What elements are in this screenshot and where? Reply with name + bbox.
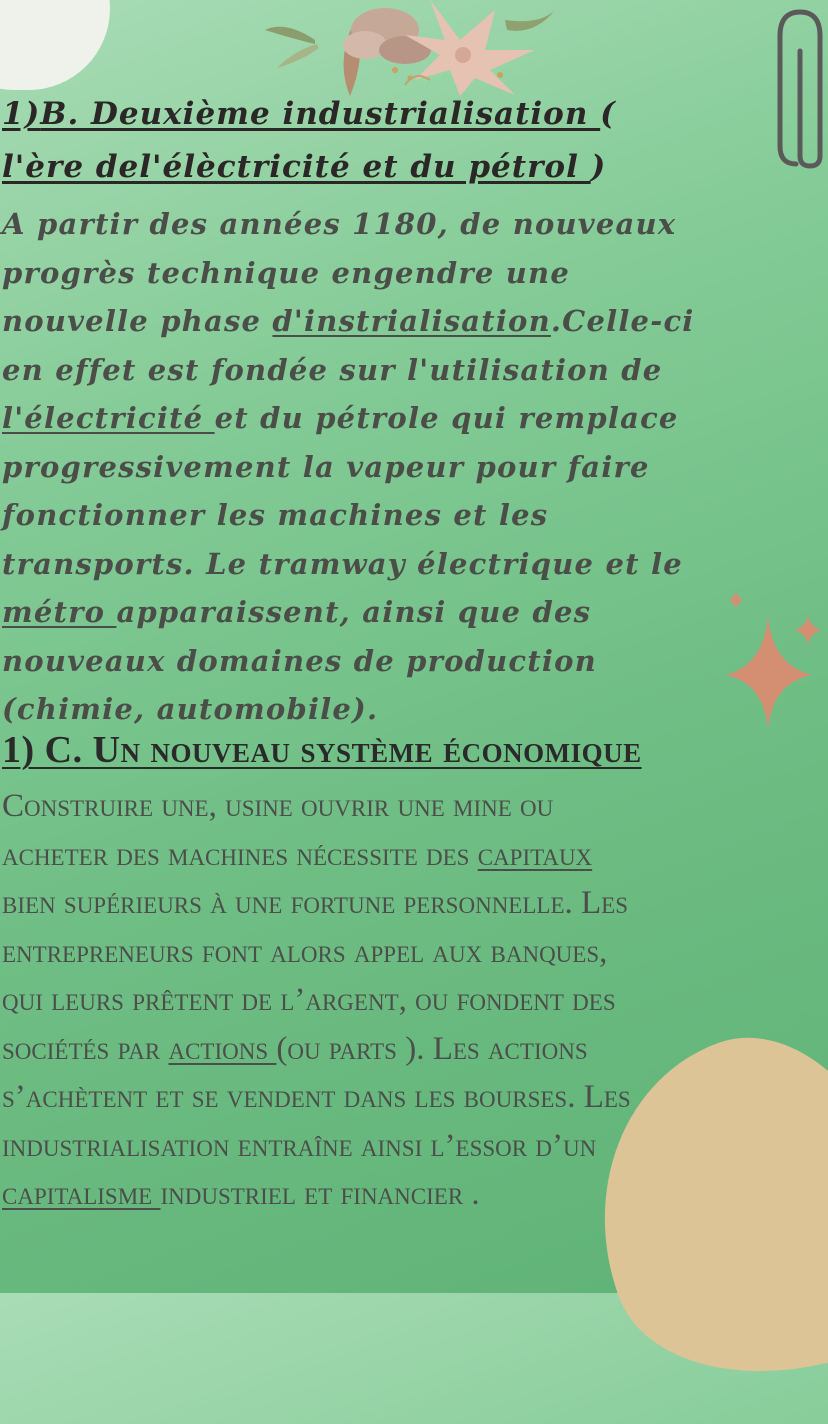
section-b-title-line2 bbox=[2, 149, 822, 185]
text-segment: et du pétrole qui remplace bbox=[214, 401, 679, 435]
key-term-metro: métro bbox=[2, 595, 117, 629]
text-segment: sociétés par bbox=[2, 1030, 169, 1067]
text-segment: .Celle-ci bbox=[550, 304, 695, 338]
paragraph-line: Construire une, usine ouvrir une mine ou bbox=[2, 788, 554, 824]
flower-decoration-icon bbox=[255, 0, 575, 96]
section-c-heading: C. Un nouveau système économique bbox=[34, 729, 642, 771]
text-segment: industriel et financier . bbox=[160, 1176, 480, 1212]
key-term-actions: actions bbox=[168, 1030, 277, 1067]
section-b-paragraph bbox=[2, 200, 828, 734]
paragraph-line bbox=[2, 1170, 828, 1219]
section-c-number: 1) bbox=[2, 729, 35, 771]
section-b-number: 1) bbox=[2, 96, 41, 132]
paragraph-line bbox=[2, 297, 828, 346]
paragraph-line: (chimie, automobile). bbox=[2, 692, 379, 726]
paragraph-line: progrès technique engendre une bbox=[2, 255, 570, 290]
paragraph-line: nouveaux domaines de production bbox=[2, 643, 597, 678]
text-segment: acheter des machines nécessite des bbox=[2, 836, 478, 873]
paragraph-line: s’achètent et se vendent dans les bourses. Les bbox=[2, 1079, 631, 1115]
section-c-paragraph bbox=[2, 782, 828, 1219]
background-blob-top-left bbox=[0, 0, 110, 90]
text-segment: nouvelle phase bbox=[2, 304, 273, 338]
paragraph-line bbox=[2, 1025, 828, 1074]
paragraph-line bbox=[2, 831, 828, 880]
paragraph-line: fonctionner les machines et les bbox=[2, 498, 549, 532]
paragraph-line: progressivement la vapeur pour faire bbox=[2, 449, 650, 484]
key-term-industrialisation: d'instrialisation bbox=[272, 304, 551, 338]
paragraph-line bbox=[2, 588, 828, 637]
paperclip-icon bbox=[772, 6, 828, 171]
section-b-paren-open: ( bbox=[600, 96, 616, 132]
section-b-title-line1 bbox=[2, 96, 822, 132]
paragraph-line: A partir des années 1180, de nouveaux bbox=[2, 207, 677, 241]
paragraph-line: bien supérieurs à une fortune personnelle. Les bbox=[2, 885, 628, 921]
paragraph-line: entrepreneurs font alors appel aux banques, bbox=[2, 933, 608, 970]
section-b-subtitle: l'ère del'élèctricité et du pétrol bbox=[2, 149, 591, 185]
paragraph-line: en effet est fondée sur l'utilisation de bbox=[2, 352, 663, 387]
key-term-capitalisme: capitalisme bbox=[2, 1176, 161, 1212]
section-c-title bbox=[2, 728, 828, 772]
section-b-paren-close: ) bbox=[590, 149, 607, 185]
key-term-capitaux: capitaux bbox=[477, 836, 593, 873]
text-segment: (ou parts ). Les actions bbox=[276, 1030, 588, 1067]
section-b-title: B. Deuxième industrialisation bbox=[40, 96, 601, 132]
paragraph-line: transports. Le tramway électrique et le bbox=[2, 546, 683, 581]
text-segment: apparaissent, ainsi que des bbox=[116, 595, 592, 629]
paragraph-line: industrialisation entraîne ainsi l’essor d’un bbox=[2, 1127, 597, 1164]
key-term-electricite: l'électricité bbox=[2, 401, 215, 435]
paragraph-line bbox=[2, 394, 828, 443]
paragraph-line: qui leurs prêtent de l’argent, ou fondent des bbox=[2, 982, 616, 1018]
